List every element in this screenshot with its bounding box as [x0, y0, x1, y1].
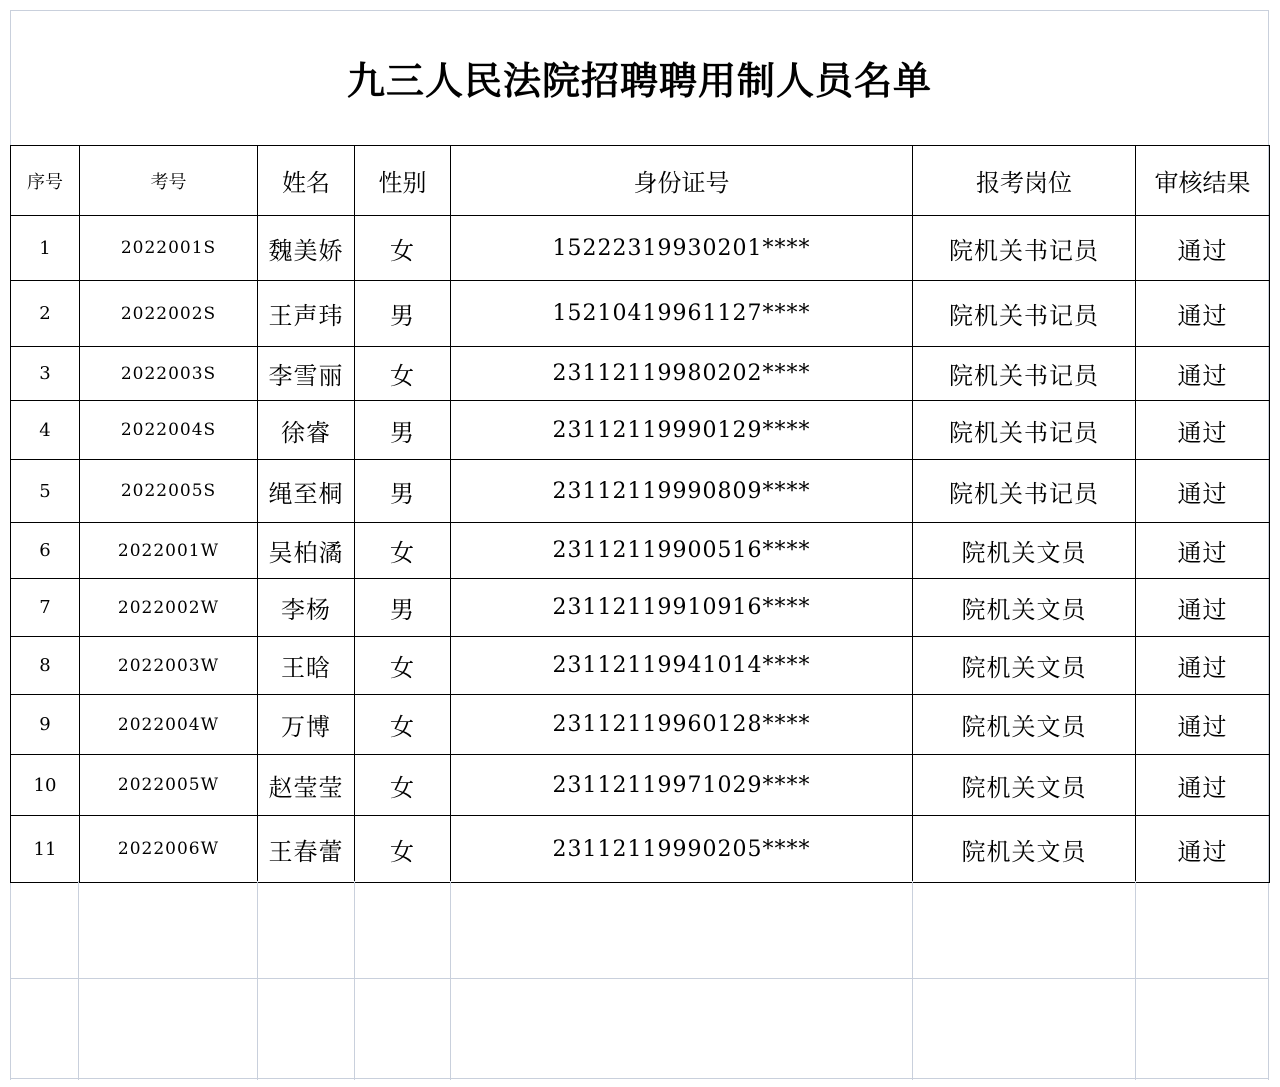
table-row	[11, 695, 1270, 755]
cell-exam-no: 2022002W	[80, 579, 258, 637]
cell-name: 吴柏潏	[258, 523, 355, 579]
header-gender: 性别	[355, 146, 451, 216]
cell-gender: 男	[355, 281, 451, 347]
cell-result: 通过	[1136, 216, 1270, 281]
cell-id-no: 23112119990129****	[451, 401, 913, 460]
cell-result: 通过	[1136, 755, 1270, 816]
cell-result: 通过	[1136, 637, 1270, 695]
cell-position: 院机关书记员	[913, 401, 1136, 460]
cell-seq: 5	[11, 460, 80, 523]
cell-gender: 女	[355, 755, 451, 816]
cell-id-no: 23112119990809****	[451, 460, 913, 523]
cell-result: 通过	[1136, 523, 1270, 579]
header-row	[11, 146, 1270, 216]
grid-line	[1135, 881, 1136, 1080]
cell-result: 通过	[1136, 816, 1270, 883]
header-exam-no: 考号	[80, 146, 258, 216]
cell-position: 院机关文员	[913, 637, 1136, 695]
cell-exam-no: 2022003S	[80, 347, 258, 401]
cell-result: 通过	[1136, 401, 1270, 460]
table-row	[11, 347, 1270, 401]
cell-gender: 女	[355, 347, 451, 401]
cell-position: 院机关书记员	[913, 216, 1136, 281]
title-row	[10, 10, 1269, 145]
grid-line	[10, 1078, 1269, 1079]
grid-line	[10, 978, 1269, 979]
table-row	[11, 579, 1270, 637]
cell-name: 李雪丽	[258, 347, 355, 401]
cell-gender: 男	[355, 579, 451, 637]
table-row	[11, 281, 1270, 347]
cell-id-no: 15210419961127****	[451, 281, 913, 347]
table-body	[11, 216, 1270, 883]
cell-seq: 2	[11, 281, 80, 347]
cell-name: 李杨	[258, 579, 355, 637]
table-row	[11, 216, 1270, 281]
cell-id-no: 23112119990205****	[451, 816, 913, 883]
table-row	[11, 523, 1270, 579]
cell-seq: 7	[11, 579, 80, 637]
cell-result: 通过	[1136, 695, 1270, 755]
cell-id-no: 23112119971029****	[451, 755, 913, 816]
cell-position: 院机关文员	[913, 523, 1136, 579]
header-result: 审核结果	[1136, 146, 1270, 216]
cell-name: 王晗	[258, 637, 355, 695]
cell-exam-no: 2022001S	[80, 216, 258, 281]
cell-exam-no: 2022006W	[80, 816, 258, 883]
cell-position: 院机关文员	[913, 695, 1136, 755]
cell-id-no: 23112119941014****	[451, 637, 913, 695]
table-row	[11, 401, 1270, 460]
cell-gender: 男	[355, 460, 451, 523]
header-id-no: 身份证号	[451, 146, 913, 216]
header-name: 姓名	[258, 146, 355, 216]
cell-position: 院机关文员	[913, 755, 1136, 816]
cell-name: 王春蕾	[258, 816, 355, 883]
header-seq: 序号	[11, 146, 80, 216]
cell-result: 通过	[1136, 579, 1270, 637]
cell-gender: 女	[355, 816, 451, 883]
cell-result: 通过	[1136, 460, 1270, 523]
cell-gender: 女	[355, 695, 451, 755]
cell-position: 院机关书记员	[913, 347, 1136, 401]
table-row	[11, 816, 1270, 883]
cell-gender: 女	[355, 216, 451, 281]
cell-exam-no: 2022004W	[80, 695, 258, 755]
empty-grid	[10, 881, 1269, 1080]
grid-line	[912, 881, 913, 1080]
cell-gender: 男	[355, 401, 451, 460]
cell-seq: 8	[11, 637, 80, 695]
cell-seq: 6	[11, 523, 80, 579]
cell-id-no: 23112119980202****	[451, 347, 913, 401]
table-row	[11, 637, 1270, 695]
header-position: 报考岗位	[913, 146, 1136, 216]
cell-gender: 女	[355, 523, 451, 579]
cell-id-no: 23112119910916****	[451, 579, 913, 637]
cell-seq: 9	[11, 695, 80, 755]
cell-position: 院机关书记员	[913, 281, 1136, 347]
grid-line	[354, 881, 355, 1080]
cell-position: 院机关文员	[913, 579, 1136, 637]
cell-id-no: 15222319930201****	[451, 216, 913, 281]
cell-exam-no: 2022004S	[80, 401, 258, 460]
cell-id-no: 23112119960128****	[451, 695, 913, 755]
table-row	[11, 460, 1270, 523]
cell-result: 通过	[1136, 281, 1270, 347]
cell-position: 院机关书记员	[913, 460, 1136, 523]
cell-name: 万博	[258, 695, 355, 755]
cell-exam-no: 2022005W	[80, 755, 258, 816]
cell-seq: 1	[11, 216, 80, 281]
cell-seq: 11	[11, 816, 80, 883]
cell-name: 绳至桐	[258, 460, 355, 523]
cell-position: 院机关文员	[913, 816, 1136, 883]
cell-id-no: 23112119900516****	[451, 523, 913, 579]
cell-name: 赵莹莹	[258, 755, 355, 816]
cell-seq: 10	[11, 755, 80, 816]
grid-line	[257, 881, 258, 1080]
cell-exam-no: 2022003W	[80, 637, 258, 695]
page-title: 九三人民法院招聘聘用制人员名单	[346, 59, 932, 103]
cell-gender: 女	[355, 637, 451, 695]
cell-name: 魏美娇	[258, 216, 355, 281]
grid-line	[450, 881, 451, 1080]
cell-seq: 4	[11, 401, 80, 460]
cell-name: 徐睿	[258, 401, 355, 460]
grid-line	[78, 881, 79, 1080]
cell-exam-no: 2022002S	[80, 281, 258, 347]
cell-exam-no: 2022005S	[80, 460, 258, 523]
cell-result: 通过	[1136, 347, 1270, 401]
cell-name: 王声玮	[258, 281, 355, 347]
cell-exam-no: 2022001W	[80, 523, 258, 579]
personnel-table	[10, 145, 1270, 883]
table-row	[11, 755, 1270, 816]
cell-seq: 3	[11, 347, 80, 401]
